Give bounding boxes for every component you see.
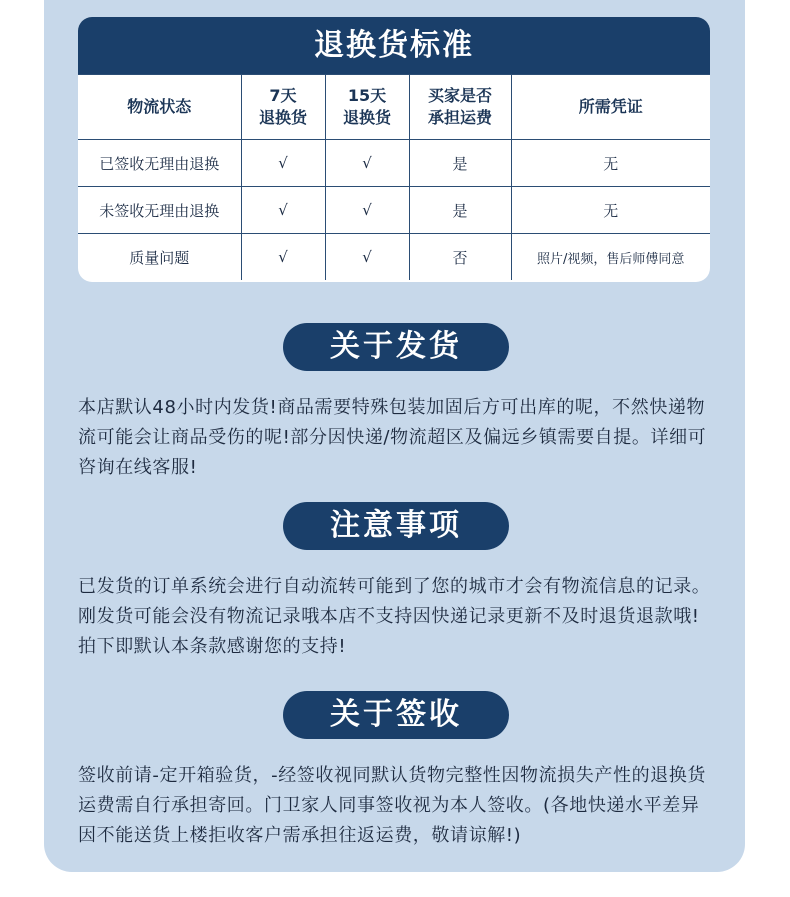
cell-proof: 照片/视频，售后师傅同意 [511, 234, 710, 281]
return-policy-table [78, 17, 710, 282]
cell-status: 质量问题 [78, 234, 241, 281]
cell-15-day: √ [325, 140, 409, 187]
header-15-day: 15天 退换货 [325, 75, 409, 140]
header-7-day: 7天 退换货 [241, 75, 325, 140]
cell-shipping-fee: 是 [409, 140, 511, 187]
cell-status: 已签收无理由退换 [78, 140, 241, 187]
cell-15-day: √ [325, 234, 409, 281]
section-heading-receipt: 关于签收 [283, 691, 509, 739]
cell-7-day: √ [241, 140, 325, 187]
policy-grid [78, 74, 710, 280]
header-row [78, 75, 710, 140]
section-body-notice: 已发货的订单系统会进行自动流转可能到了您的城市才会有物流信息的记录。刚发货可能会没有物流记录哦本店不支持因快递记录更新不及时退货退款哦!拍下即默认本条款感谢您的支持! [78, 576, 711, 657]
cell-shipping-fee: 是 [409, 187, 511, 234]
section-heading-notice: 注意事项 [283, 502, 509, 550]
table-row [78, 234, 710, 281]
cell-15-day: √ [325, 187, 409, 234]
header-logistics-status: 物流状态 [78, 75, 241, 140]
table-title: 退换货标准 [78, 17, 710, 74]
cell-proof: 无 [511, 187, 710, 234]
section-body-shipping: 本店默认48小时内发货!商品需要特殊包装加固后方可出库的呢，不然快递物流可能会让商品受伤的呢!部分因快递/物流超区及偏远乡镇需要自提。详细可咨询在线客服! [78, 397, 707, 478]
cell-shipping-fee: 否 [409, 234, 511, 281]
cell-7-day: √ [241, 187, 325, 234]
header-required-proof: 所需凭证 [511, 75, 710, 140]
table-row [78, 187, 710, 234]
cell-status: 未签收无理由退换 [78, 187, 241, 234]
section-heading-shipping: 关于发货 [283, 323, 509, 371]
cell-7-day: √ [241, 234, 325, 281]
section-body-receipt: 签收前请-定开箱验货，-经签收视同默认货物完整性因物流损失产性的退换货运费需自行承担寄回。门卫家人同事签收视为本人签收。(各地快递水平差异因不能送货上楼拒收客户需承担往返运费，敬请谅解!) [78, 765, 706, 846]
cell-proof: 无 [511, 140, 710, 187]
header-shipping-fee: 买家是否 承担运费 [409, 75, 511, 140]
table-row [78, 140, 710, 187]
